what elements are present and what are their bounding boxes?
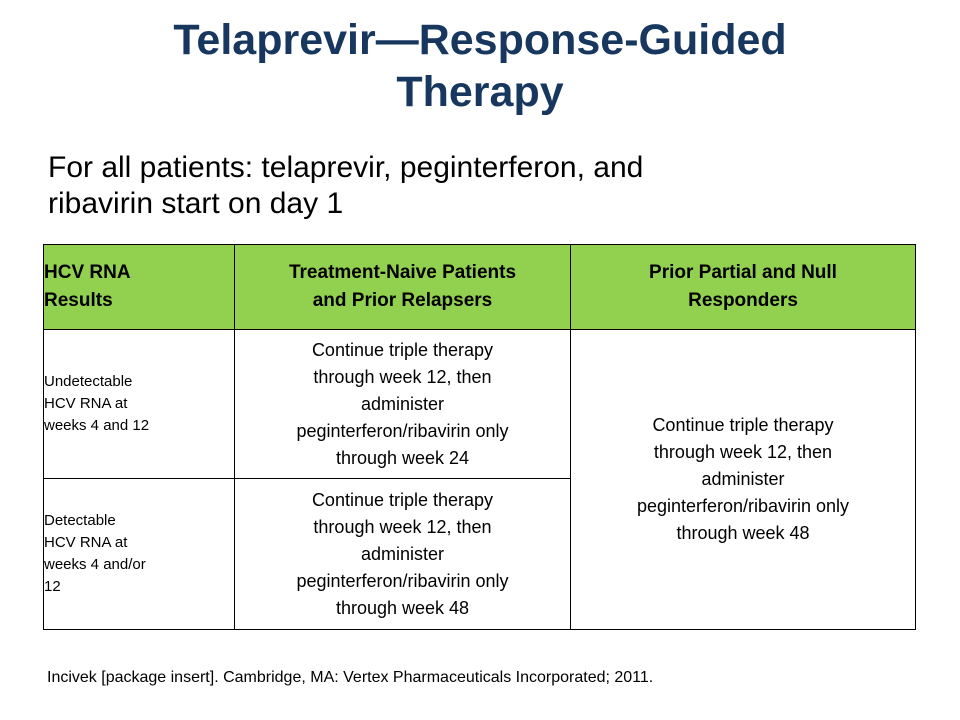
- source-citation: Incivek [package insert]. Cambridge, MA: Vertex Pharmaceuticals Incorporated; 2011.: [47, 669, 654, 686]
- table-header-row: [44, 245, 916, 330]
- cell-line: peginterferon/ribavirin only: [296, 570, 509, 591]
- header-treatment-naive: [235, 245, 571, 330]
- cell-line: 12: [44, 578, 61, 595]
- slide-subtitle: [48, 150, 908, 222]
- cell-line: through week 48: [335, 597, 470, 618]
- result-cell-detectable: [44, 479, 235, 630]
- title-line: Therapy: [396, 68, 564, 116]
- header-line: and Prior Relapsers: [312, 290, 493, 311]
- header-hcv-rna-results: [44, 245, 235, 330]
- cell-line: through week 12, then: [313, 516, 492, 537]
- cell-line: Undetectable: [44, 373, 133, 390]
- table-row: [44, 330, 916, 479]
- cell-line: through week 12, then: [313, 366, 492, 387]
- cell-line: Continue triple therapy: [311, 339, 494, 360]
- title-line: Telaprevir—Response-Guided: [173, 16, 787, 64]
- cell-line: Continue triple therapy: [652, 415, 834, 435]
- header-line: HCV RNA: [44, 262, 131, 283]
- header-line: Results: [44, 290, 113, 311]
- header-line: Prior Partial and Null: [649, 262, 837, 283]
- cell-line: Detectable: [44, 512, 116, 529]
- header-line: Responders: [688, 290, 798, 311]
- cell-line: through week 24: [335, 447, 470, 468]
- cell-line: administer: [701, 469, 785, 489]
- cell-line: weeks 4 and 12: [44, 417, 150, 434]
- partial-null-action-cell: [571, 330, 916, 630]
- cell-line: HCV RNA at: [44, 395, 128, 412]
- cell-line: through week 48: [676, 523, 810, 543]
- cell-line: peginterferon/ribavirin only: [296, 420, 509, 441]
- cell-line: weeks 4 and/or: [44, 556, 146, 573]
- result-cell-undetectable: [44, 330, 235, 479]
- subtitle-line: For all patients: telaprevir, peginterferon, and: [48, 151, 644, 184]
- cell-line: administer: [360, 543, 445, 564]
- slide-title: [0, 14, 960, 118]
- header-partial-null: [571, 245, 916, 330]
- naive-action-cell-week48: [235, 479, 571, 630]
- cell-line: through week 12, then: [653, 442, 833, 462]
- header-line: Treatment-Naive Patients: [288, 262, 517, 283]
- subtitle-line: ribavirin start on day 1: [48, 187, 344, 220]
- response-guided-therapy-table: [43, 244, 916, 630]
- cell-line: HCV RNA at: [44, 534, 128, 551]
- cell-line: peginterferon/ribavirin only: [636, 496, 850, 516]
- cell-line: administer: [360, 393, 445, 414]
- naive-action-cell-week24: [235, 330, 571, 479]
- cell-line: Continue triple therapy: [311, 489, 494, 510]
